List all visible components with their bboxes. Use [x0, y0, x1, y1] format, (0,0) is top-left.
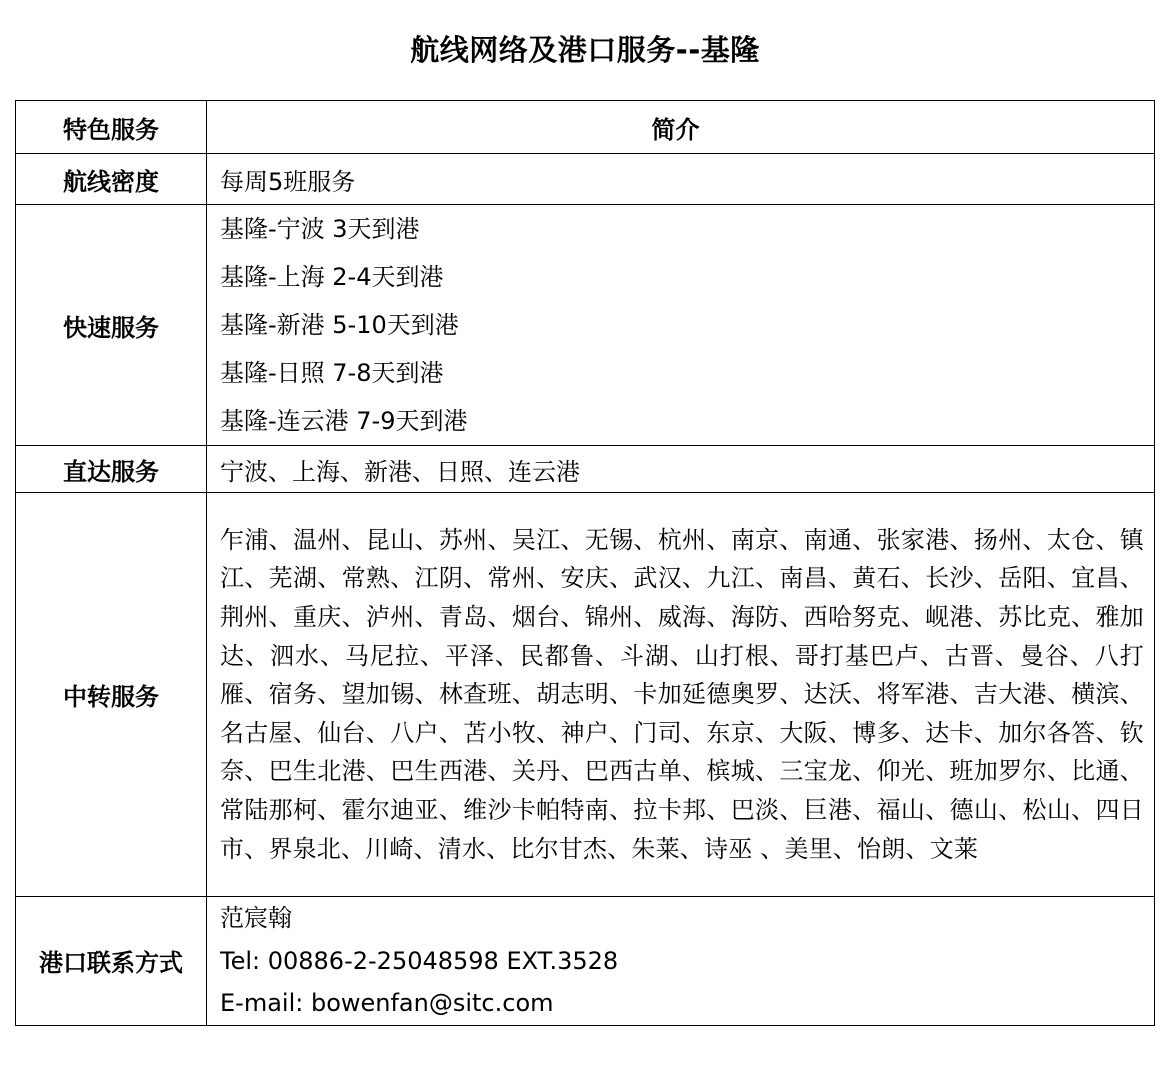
direct-service-text: 宁波、上海、新港、日照、连云港	[207, 446, 1155, 493]
contact-tel: Tel: 00886-2-25048598 EXT.3528	[220, 946, 619, 975]
table-header-row	[16, 101, 1155, 154]
contact-name: 范宸翰	[220, 904, 292, 932]
header-feature-service: 特色服务	[16, 101, 207, 154]
direct-service-label: 直达服务	[16, 446, 207, 493]
header-introduction: 简介	[207, 101, 1155, 154]
table-row	[16, 897, 1155, 1026]
route-density-text: 每周5班服务	[207, 154, 1155, 205]
page-title: 航线网络及港口服务--基隆	[410, 33, 760, 67]
route-density-label: 航线密度	[16, 154, 207, 205]
express-route-item: 基隆-宁波 3天到港	[220, 215, 420, 243]
port-contact-details	[207, 897, 1155, 1026]
express-route-item: 基隆-日照 7-8天到港	[220, 359, 444, 387]
express-service-list	[207, 205, 1155, 446]
transit-ports-text: 乍浦、温州、昆山、苏州、吴江、无锡、杭州、南京、南通、张家港、扬州、太仓、镇江、芜湖、常熟、江阴、常州、安庆、武汉、九江、南昌、黄石、长沙、岳阳、宜昌、荆州、重庆、泸州、青岛、烟台、锦州、威海、海防、西哈努克、岘港、苏比克、雅加达、泗水、马尼拉、平泽、民都鲁、斗湖、山打根、哥打基巴卢、古晋、曼谷、八打雁、宿务、望加锡、林查班、胡志明、卡加延德奥罗、达沃、将军港、吉大港、横滨、名古屋、仙台、八户、苫小牧、神户、门司、东京、大阪、博多、达卡、加尔各答、钦奈、巴生北港、巴生西港、关丹、巴西古单、槟城、三宝龙、仰光、班加罗尔、比通、常陆那柯、霍尔迪亚、维沙卡帕特南、拉卡邦、巴淡、巨港、福山、德山、松山、四日市、界泉北、川崎、清水、比尔甘杰、朱莱、诗巫 、美里、怡朗、文莱	[220, 525, 1144, 863]
express-route-item: 基隆-新港 5-10天到港	[220, 311, 459, 339]
express-service-label: 快速服务	[16, 205, 207, 446]
express-route-item: 基隆-上海 2-4天到港	[220, 263, 444, 291]
transit-service-label: 中转服务	[16, 493, 207, 897]
express-route-item: 基隆-连云港 7-9天到港	[220, 407, 468, 435]
service-table	[15, 100, 1155, 1026]
table-row	[16, 205, 1155, 446]
table-row	[16, 154, 1155, 205]
port-contact-label: 港口联系方式	[16, 897, 207, 1026]
table-row	[16, 446, 1155, 493]
table-row	[16, 493, 1155, 897]
contact-email: E-mail: bowenfan@sitc.com	[220, 989, 554, 1017]
transit-service-cell	[207, 493, 1155, 897]
